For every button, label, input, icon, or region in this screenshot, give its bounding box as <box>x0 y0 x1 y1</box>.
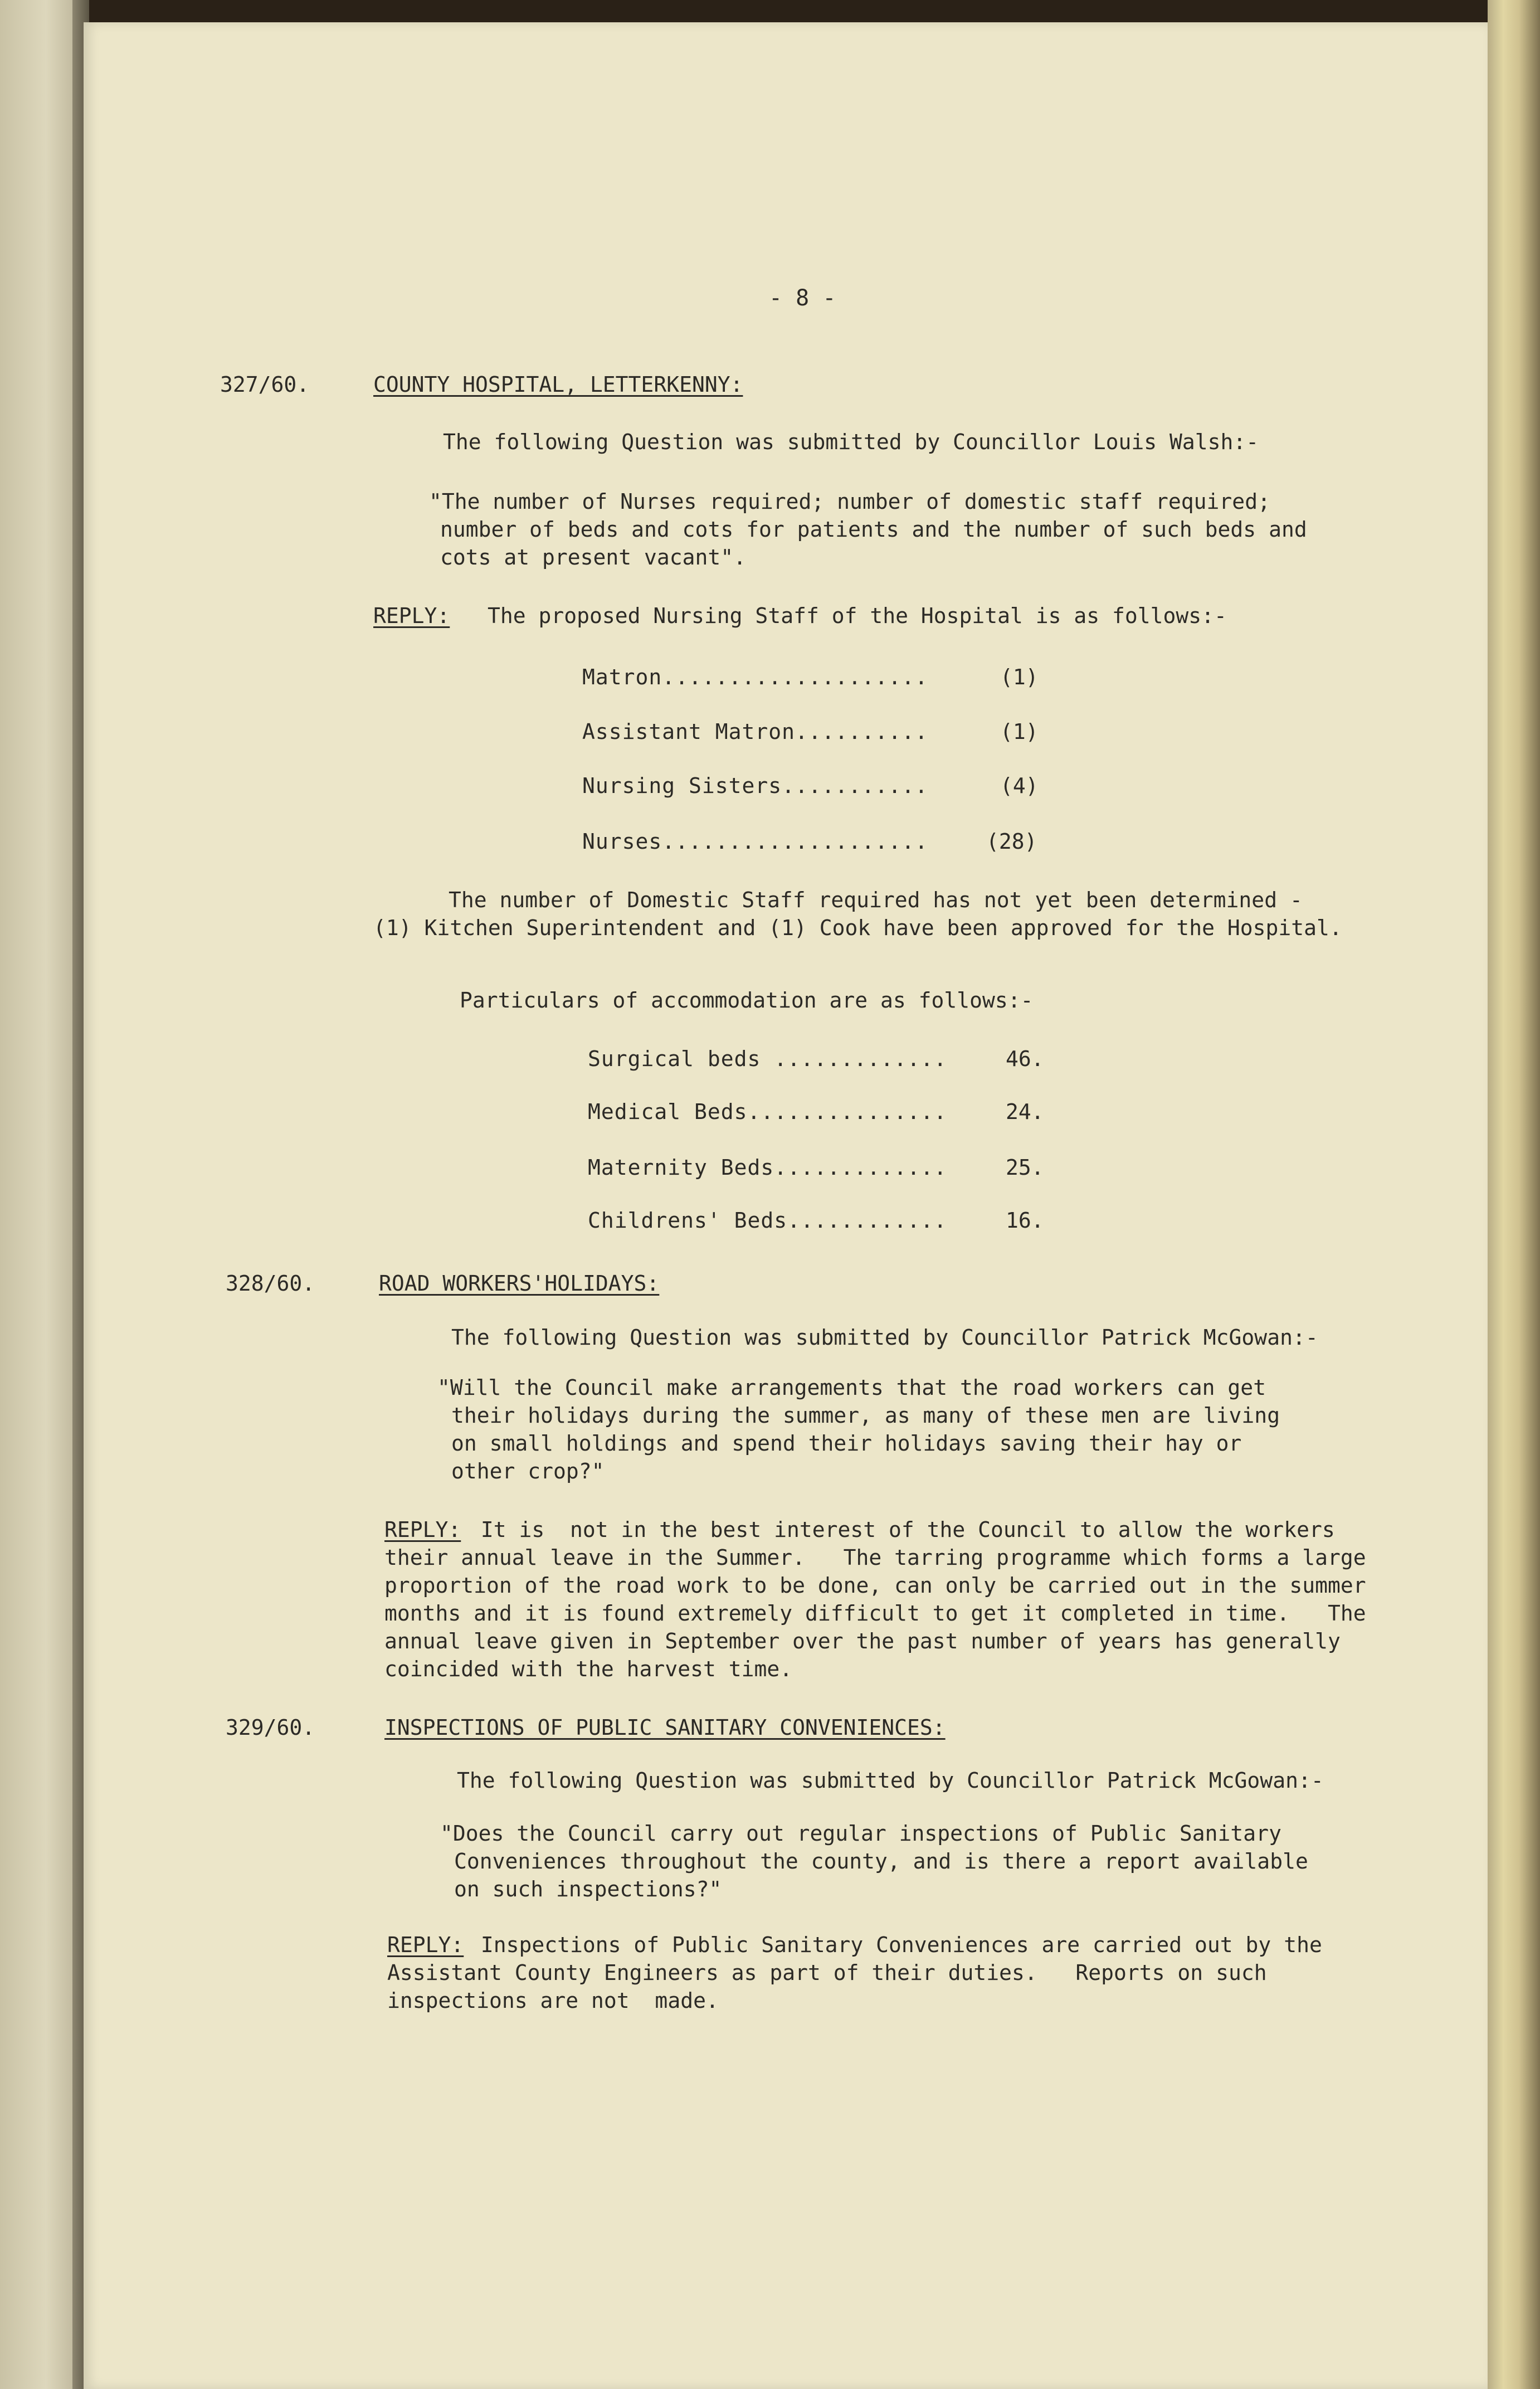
reply-line: months and it is found extremely difficult to get it completed in time. The <box>384 1601 1366 1626</box>
reply-text: The proposed Nursing Staff of the Hospital is as follows:- <box>488 604 1227 628</box>
staff-label: Nursing Sisters........... <box>582 773 928 798</box>
reply-line: Inspections of Public Sanitary Conveniences are carried out by the <box>468 1933 1322 1957</box>
question-line: cots at present vacant". <box>440 545 747 570</box>
reply-label: REPLY: <box>373 604 450 628</box>
item-heading: INSPECTIONS OF PUBLIC SANITARY CONVENIENCES: <box>384 1715 946 1740</box>
staff-value: (28) <box>986 829 1037 854</box>
question-line: their holidays during the summer, as many of these men are living <box>451 1403 1280 1428</box>
question-line: on small holdings and spend their holidays saving their hay or <box>451 1431 1242 1456</box>
reply-line: Assistant County Engineers as part of their duties. Reports on such <box>387 1960 1267 1985</box>
beds-value: 16. <box>1006 1208 1044 1233</box>
item-ref: 327/60. <box>220 372 310 397</box>
staff-value: (1) <box>1000 665 1039 689</box>
reply-label: REPLY: <box>384 1517 461 1542</box>
reply-label: REPLY: <box>387 1933 464 1957</box>
reply-line: inspections are not made. <box>387 1988 719 2013</box>
document-page <box>84 22 1488 2389</box>
reply-line: annual leave given in September over the past number of years has generally <box>384 1629 1341 1653</box>
beds-value: 25. <box>1006 1155 1044 1180</box>
beds-value: 24. <box>1006 1099 1044 1124</box>
question-line: on such inspections?" <box>454 1877 722 1901</box>
staff-label: Matron.................... <box>582 665 928 689</box>
question-line: other crop?" <box>451 1459 605 1483</box>
reply-line: It is not in the best interest of the Council to allow the workers <box>468 1517 1335 1542</box>
reply-line: coincided with the harvest time. <box>384 1657 793 1681</box>
accommodation-intro: Particulars of accommodation are as follows:- <box>460 988 1034 1013</box>
staff-label: Assistant Matron.......... <box>582 719 928 744</box>
staff-value: (1) <box>1000 719 1039 744</box>
item-ref: 328/60. <box>226 1271 315 1296</box>
beds-label: Medical Beds............... <box>588 1099 947 1124</box>
question-intro: The following Question was submitted by Councillor Patrick McGowan:- <box>451 1325 1318 1350</box>
beds-label: Childrens' Beds............ <box>588 1208 947 1233</box>
question-intro: The following Question was submitted by Councillor Louis Walsh:- <box>443 430 1259 454</box>
beds-label: Maternity Beds............. <box>588 1155 947 1180</box>
question-line: number of beds and cots for patients and the number of such beds and <box>440 517 1307 542</box>
question-line: "Does the Council carry out regular inspections of Public Sanitary <box>440 1821 1281 1846</box>
domestic-line: The number of Domestic Staff required has not yet been determined - <box>449 888 1303 912</box>
beds-label: Surgical beds ............. <box>588 1047 947 1071</box>
staff-label: Nurses.................... <box>582 829 928 854</box>
item-heading: COUNTY HOSPITAL, LETTERKENNY: <box>373 372 743 397</box>
domestic-line: (1) Kitchen Superintendent and (1) Cook have been approved for the Hospital. <box>373 916 1342 940</box>
item-heading: ROAD WORKERS'HOLIDAYS: <box>379 1271 660 1296</box>
beds-value: 46. <box>1006 1047 1044 1071</box>
question-line: "Will the Council make arrangements that the road workers can get <box>437 1375 1266 1400</box>
question-line: Conveniences throughout the county, and is there a report available <box>454 1849 1308 1874</box>
staff-value: (4) <box>1000 773 1039 798</box>
question-line: "The number of Nurses required; number of domestic staff required; <box>429 489 1270 514</box>
reply-line: their annual leave in the Summer. The tarring programme which forms a large <box>384 1545 1366 1570</box>
question-intro: The following Question was submitted by Councillor Patrick McGowan:- <box>457 1768 1324 1793</box>
reply-line: proportion of the road work to be done, can only be carried out in the summer <box>384 1573 1366 1598</box>
facing-page-edge <box>0 0 84 2389</box>
page-stack-edge <box>1488 0 1540 2389</box>
item-ref: 329/60. <box>226 1715 315 1740</box>
page-number: - 8 - <box>769 285 836 311</box>
